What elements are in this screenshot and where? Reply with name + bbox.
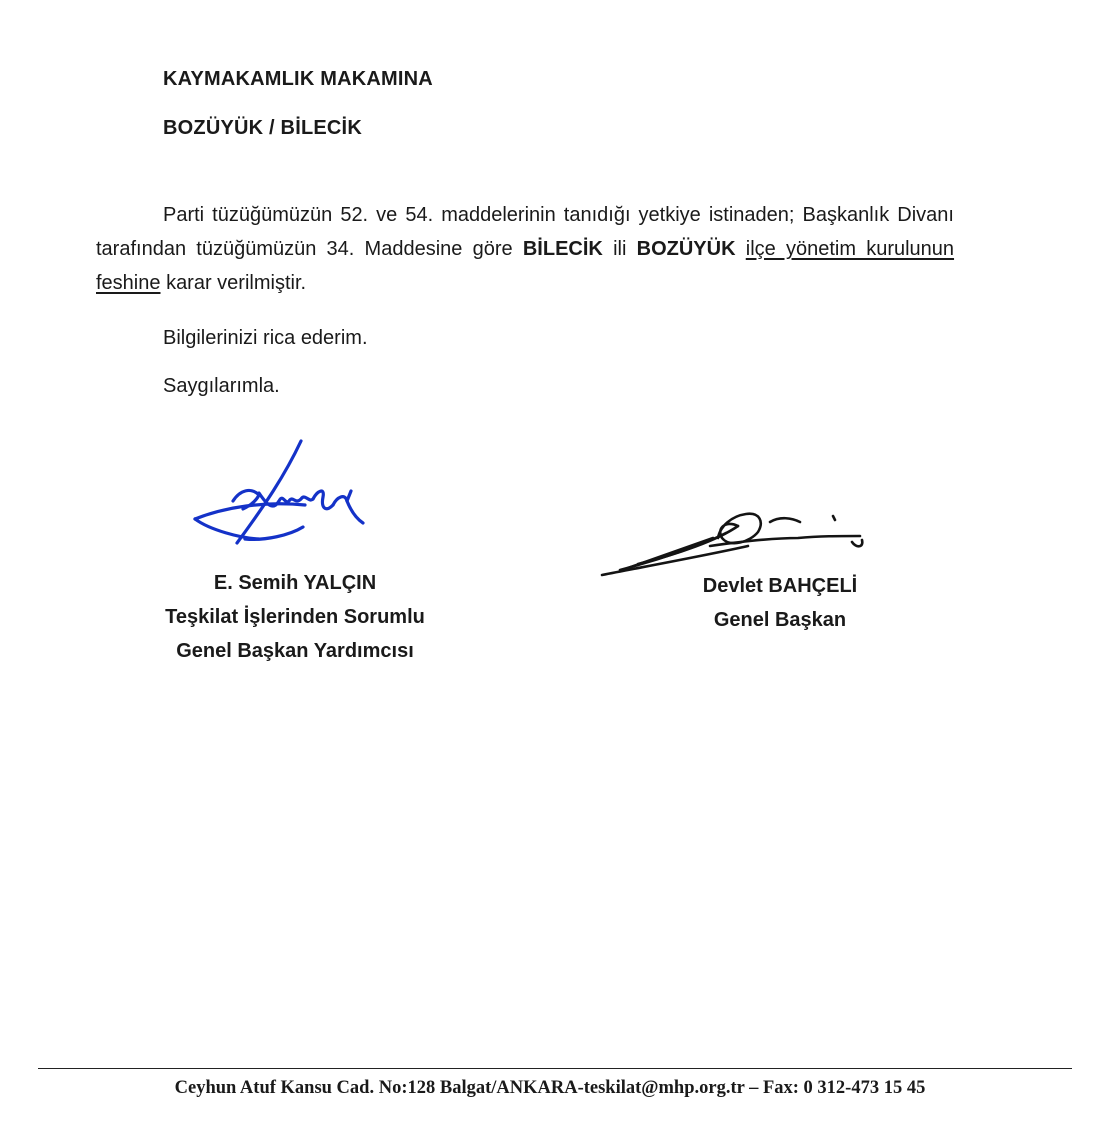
footer-divider	[38, 1068, 1072, 1069]
closing-line-2: Saygılarımla.	[163, 375, 280, 397]
right-signatory-title-1: Genel Başkan	[713, 609, 847, 631]
body-ili: ili	[613, 238, 627, 260]
decision-phrase: ilçe yönetim kurulunun feshine	[96, 238, 955, 294]
left-signatory-title-1: Teşkilat İşlerinden Sorumlu	[165, 606, 425, 628]
left-signatory	[120, 566, 470, 668]
addressee-line-1: KAYMAKAMLIK MAKAMINA	[163, 68, 433, 90]
body-sentence-start: Parti tüzüğümüzün 52. ve 54. maddelerinin tanıdığı yetkiye istinaden; Başkanlık Divanı tarafından tüzüğümüzün 34. Maddesine göre	[96, 204, 954, 260]
right-signatory-name: Devlet BAHÇELİ	[702, 575, 858, 597]
district-name: BOZÜYÜK	[636, 238, 736, 260]
right-signatory	[620, 569, 940, 637]
closing-line-1: Bilgilerinizi rica ederim.	[163, 327, 368, 349]
left-signature-icon	[185, 435, 375, 550]
addressee-line-2: BOZÜYÜK / BİLECİK	[163, 117, 362, 139]
body-sentence-end: karar verilmiştir.	[166, 272, 307, 294]
left-signatory-title-2: Genel Başkan Yardımcısı	[176, 640, 414, 662]
left-signatory-name: E. Semih YALÇIN	[213, 572, 377, 594]
footer-address: Ceyhun Atuf Kansu Cad. No:128 Balgat/ANKARA-teskilat@mhp.org.tr – Fax: 0 312-473 15 45	[174, 1078, 926, 1098]
body-paragraph	[96, 198, 954, 300]
province-name: BİLECİK	[522, 238, 603, 260]
